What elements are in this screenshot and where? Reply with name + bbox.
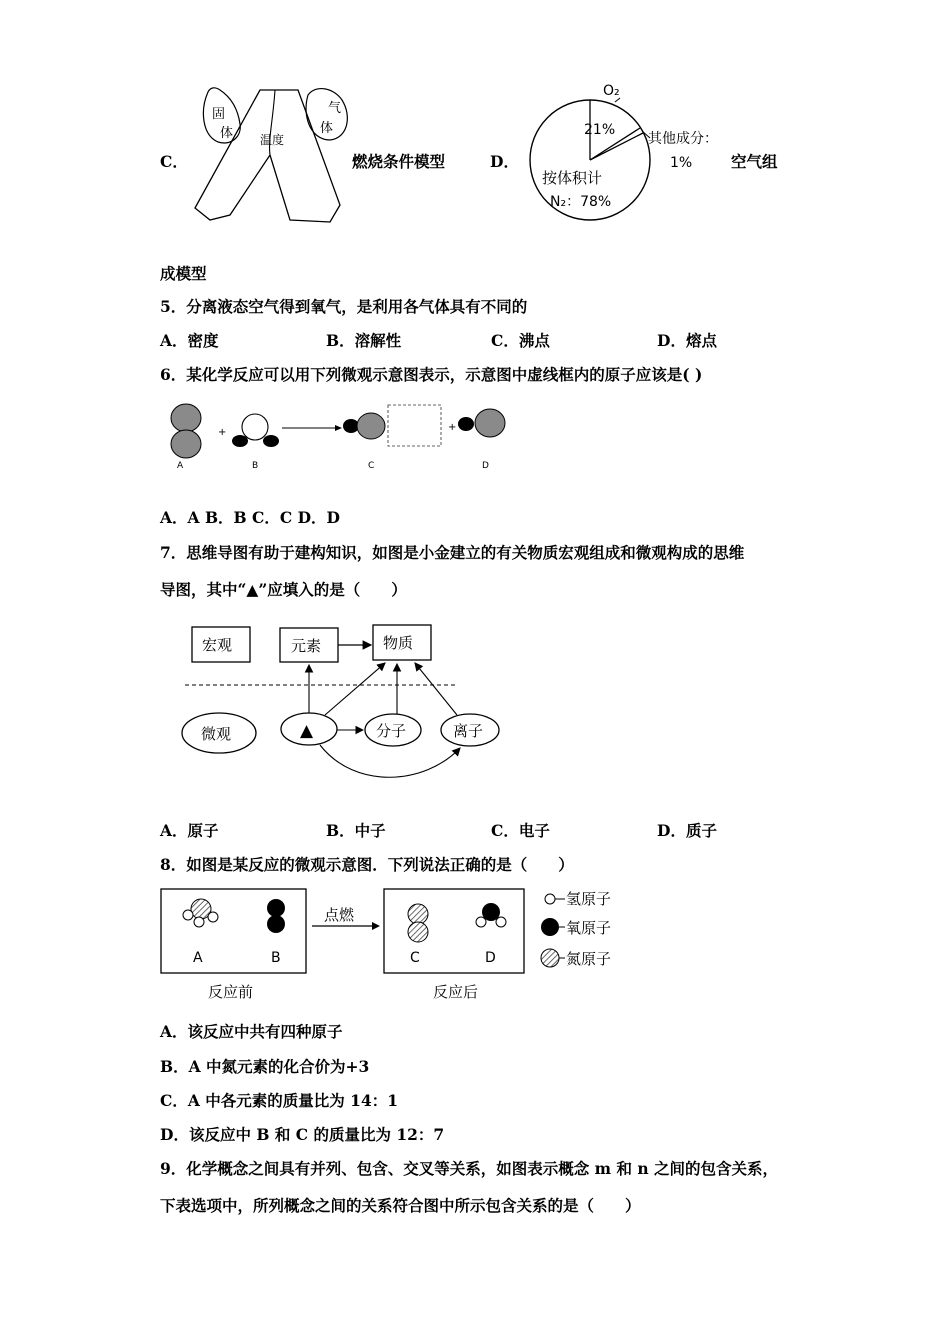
q4-option-d-text-1: 空气组 xyxy=(731,152,778,171)
fire-model-gas-1: 气 xyxy=(328,101,342,116)
q7-stem-2: 导图，其中“▲”应填入的是（ ） xyxy=(160,580,407,599)
q7-ion: 离子 xyxy=(453,722,484,740)
fire-model-temp: 温度 xyxy=(260,133,285,147)
q8-legend-o: 氧原子 xyxy=(566,919,612,937)
fire-model-gas-2: 体 xyxy=(320,121,334,136)
svg-text:+: + xyxy=(218,427,227,438)
q7-element: 元素 xyxy=(291,637,322,655)
q5-option-b[interactable]: B．溶解性 xyxy=(326,331,402,350)
pie-by-volume: 按体积计 xyxy=(542,169,603,187)
q6-fig-label-a: A xyxy=(177,461,184,471)
q8-legend-n: 氮原子 xyxy=(566,950,612,968)
pie-o2-label: O₂ xyxy=(603,83,620,99)
q7-micro: 微观 xyxy=(201,725,232,743)
q5-option-a[interactable]: A．密度 xyxy=(160,331,219,350)
q6-options[interactable]: A．A B．B C．C D．D xyxy=(160,508,340,527)
q8-after: 反应后 xyxy=(433,983,479,1001)
q8-fig-d: D xyxy=(485,950,496,966)
q5-option-c[interactable]: C．沸点 xyxy=(491,331,550,350)
q7-stem-1: 7．思维导图有助于建构知识，如图是小金建立的有关物质宏观组成和微观构成的思维 xyxy=(160,543,745,562)
pie-o2-pct: 21% xyxy=(584,122,616,138)
q7-option-c[interactable]: C．电子 xyxy=(491,821,550,840)
q7-option-a[interactable]: A．原子 xyxy=(160,821,219,840)
q6-fig-label-c: C xyxy=(368,461,375,471)
q4-option-d-label: D． xyxy=(490,152,519,171)
q8-legend-h: 氢原子 xyxy=(566,890,612,908)
q5-option-d[interactable]: D．熔点 xyxy=(657,331,717,350)
q9-stem-2: 下表选项中，所列概念之间的关系符合图中所示包含关系的是（ ） xyxy=(160,1196,641,1215)
q6-reaction-figure xyxy=(160,395,520,480)
q7-option-b[interactable]: B．中子 xyxy=(326,821,386,840)
q9-stem-1: 9．化学概念之间具有并列、包含、交叉等关系，如图表示概念 m 和 n 之间的包含关系， xyxy=(160,1159,779,1178)
q8-option-a[interactable]: A．该反应中共有四种原子 xyxy=(160,1022,343,1041)
q6-stem: 6．某化学反应可以用下列微观示意图表示，示意图中虚线框内的原子应该是( ) xyxy=(160,365,703,384)
svg-text:+: + xyxy=(448,422,457,433)
q4-option-c-text: 燃烧条件模型 xyxy=(352,152,446,171)
pie-others-pct: 1% xyxy=(670,155,693,171)
q8-option-c[interactable]: C．A 中各元素的质量比为 14：1 xyxy=(160,1091,399,1110)
q7-mind-map-figure xyxy=(175,615,515,790)
q5-stem: 5．分离液态空气得到氧气，是利用各气体具有不同的 xyxy=(160,297,528,316)
q8-fig-b: B xyxy=(271,950,281,966)
q8-option-d[interactable]: D．该反应中 B 和 C 的质量比为 12：7 xyxy=(160,1125,445,1144)
pie-n2: N₂：78% xyxy=(550,194,612,210)
q8-option-b[interactable]: B．A 中氮元素的化合价为+3 xyxy=(160,1057,370,1076)
q8-stem: 8．如图是某反应的微观示意图．下列说法正确的是（ ） xyxy=(160,855,574,874)
q8-fig-c: C xyxy=(410,950,420,966)
q8-reaction-figure xyxy=(160,882,640,1007)
q8-fig-a: A xyxy=(193,950,203,966)
q7-triangle: ▲ xyxy=(300,721,314,741)
q8-before: 反应前 xyxy=(208,983,254,1001)
air-composition-pie-figure xyxy=(520,80,745,230)
q6-fig-label-b: B xyxy=(252,461,259,471)
fire-model-solid-2: 体 xyxy=(220,126,234,141)
fire-triangle-model-figure xyxy=(190,80,350,225)
q4-option-d-text-2: 成模型 xyxy=(160,264,207,283)
q7-molecule: 分子 xyxy=(376,722,407,740)
q4-option-c-label: C． xyxy=(160,152,188,171)
q7-matter: 物质 xyxy=(383,634,414,652)
q8-ignite: 点燃 xyxy=(324,906,355,924)
q6-fig-label-d: D xyxy=(482,461,489,471)
q7-macro: 宏观 xyxy=(202,636,233,654)
pie-others-label: 其他成分： xyxy=(648,131,718,147)
q7-option-d[interactable]: D．质子 xyxy=(657,821,717,840)
fire-model-solid-1: 固 xyxy=(212,107,226,122)
